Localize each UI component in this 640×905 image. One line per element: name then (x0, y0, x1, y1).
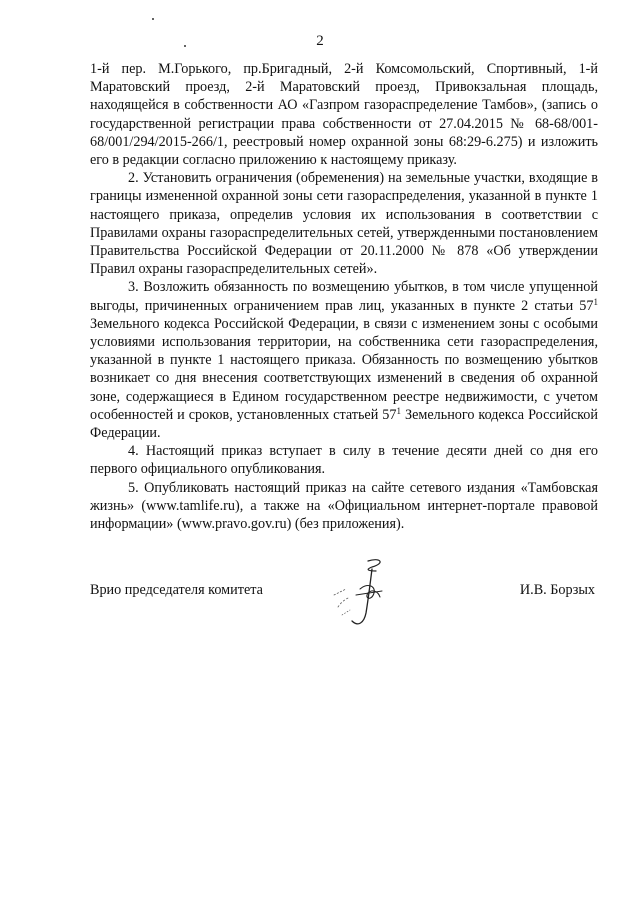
paragraph-4: 4. Настоящий приказ вступает в силу в течение десяти дней со дня его первого официального опубликования. (90, 443, 598, 478)
superscript-2: 1 (396, 405, 401, 416)
superscript-1: 1 (593, 296, 598, 307)
scan-speck (184, 45, 186, 47)
paragraph-1-continuation: 1-й пер. М.Горького, пр.Бригадный, 2-й Комсомольский, Спортивный, 1-й Маратовский проезд, 2-й Маратовский проезд, Привокзальная площадь, находящейся в собственности АО «Газпром газораспределение Тамбов», (запись о государственной регистрации права собственности от 27.04.2015 № 68-68/001-68/001/294/2015-266/1, реестровый номер охранной зоны 68:29-6.275) и изложить его в редакции согласно приложению к настоящему приказу. (90, 61, 598, 169)
paragraph-3-part-a: 3. Возложить обязанность по возмещению убытков, в том числе упущенной выгоды, причиненных ограничением прав лиц, указанных в пункте 2 статьи 57 (90, 279, 598, 314)
page-number: 2 (316, 33, 324, 49)
paragraph-2: 2. Установить ограничения (обременения) на земельные участки, входящие в границы измененной охранной зоны сети газораспределения, указанной в пункте 1 настоящего приказа, определив условия их использования в соответствии с Правилами охраны газораспределительных сетей, утвержденными постановлением Правительства Российской Федерации от 20.11.2000 № 878 «Об утверждении Правил охраны газораспределительных сетей». (90, 170, 598, 278)
handwritten-signature (320, 555, 410, 635)
scan-speck (152, 18, 154, 20)
paragraph-3-part-c: Земельного кодекса Российской Федерации. (90, 406, 598, 442)
paragraph-3 (90, 278, 598, 442)
document-body (90, 60, 598, 533)
paragraph-3-part-b: Земельного кодекса Российской Федерации, в связи с изменением зоны с особыми условиями использования территории, на собственника сети газораспределения, указанной в пункте 1 настоящего приказа. Обязанность по возмещению убытков возникает со дня внесения соответствующих изменений в сведения об охранной зоне, содержащиеся в Едином государственном реестре недвижимости, с учетом особенностей и сроков, установленных статьей 57 (90, 315, 598, 423)
signer-title: Врио председателя комитета (90, 582, 263, 598)
paragraph-5: 5. Опубликовать настоящий приказ на сайте сетевого издания «Тамбовская жизнь» (www.tamlife.ru), а также на «Официальном интернет-портале правовой информации» (www.pravo.gov.ru) (без приложения). (90, 479, 598, 533)
signer-name: И.В. Борзых (519, 582, 595, 598)
